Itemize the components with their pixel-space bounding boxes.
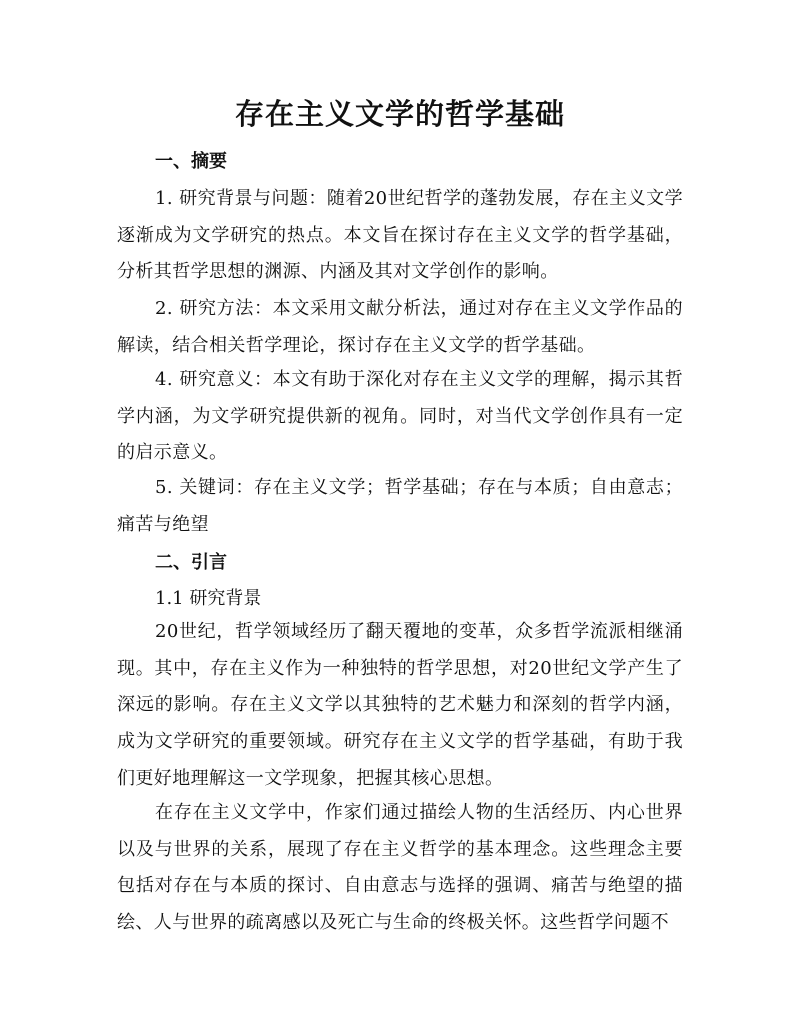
intro-subheading: 1.1 研究背景 [155,588,262,609]
abstract-paragraph-1: 1. 研究背景与问题：随着20世纪哲学的蓬勃发展，存在主义文学逐渐成为文学研究的热点。本文旨在探讨存在主义文学的哲学基础，分析其哲学思想的渊源、内涵及其对文学创作的影响。 [117,188,683,283]
abstract-paragraph-4: 5. 关键词：存在主义文学；哲学基础；存在与本质；自由意志；痛苦与绝望 [117,477,683,535]
document-title: 存在主义文学的哲学基础 [234,97,565,131]
intro-paragraph-1: 20世纪，哲学领域经历了翻天覆地的变革，众多哲学流派相继涌现。其中，存在主义作为一种独特的哲学思想，对20世纪文学产生了深远的影响。存在主义文学以其独特的艺术魅力和深刻的哲学内涵，成为文学研究的重要领域。研究存在主义文学的哲学基础，有助于我们更好地理解这一文学现象，把握其核心思想。 [117,621,683,789]
abstract-heading: 一、摘要 [155,151,227,172]
intro-heading: 二、引言 [155,552,227,573]
intro-paragraph-2: 在存在主义文学中，作家们通过描绘人物的生活经历、内心世界以及与世界的关系，展现了存在主义哲学的基本理念。这些理念主要包括对存在与本质的探讨、自由意志与选择的强调、痛苦与绝望的描绘、人与世界的疏离感以及死亡与生命的终极关怀。这些哲学问题不 [117,802,683,934]
abstract-paragraph-2: 2. 研究方法：本文采用文献分析法，通过对存在主义文学作品的解读，结合相关哲学理论，探讨存在主义文学的哲学基础。 [117,298,683,356]
abstract-paragraph-3: 4. 研究意义：本文有助于深化对存在主义文学的理解，揭示其哲学内涵，为文学研究提供新的视角。同时，对当代文学创作具有一定的启示意义。 [117,369,683,464]
